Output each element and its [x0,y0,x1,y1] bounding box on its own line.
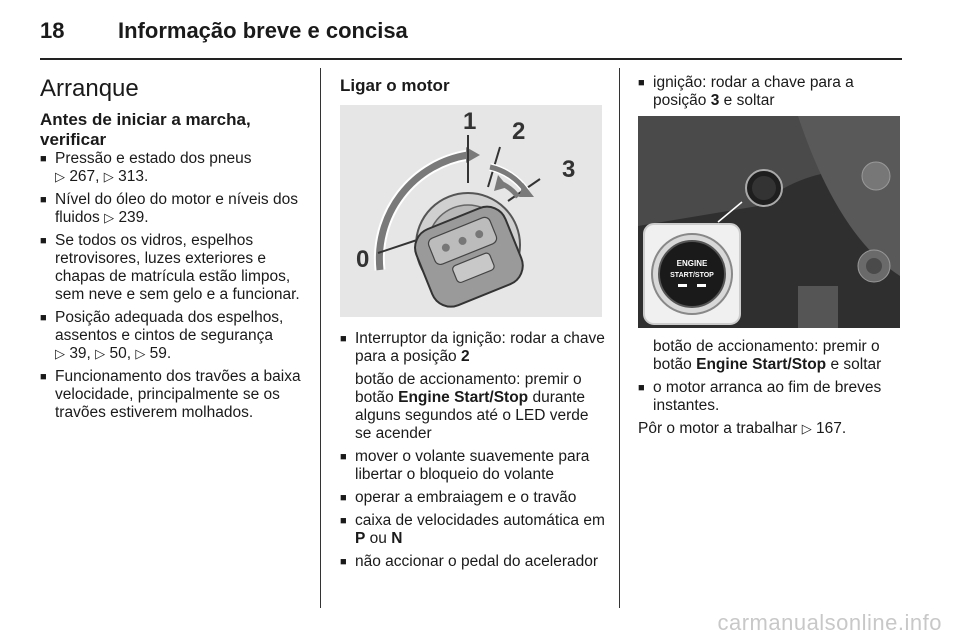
list-item: ■ mover o volante suavemente para libertar o bloqueio do volante [340,448,608,484]
column-divider [619,68,620,608]
section-title: Arranque [40,75,139,102]
position-1-label: 1 [463,108,477,135]
list-item: ■ operar a embraiagem e o travão [340,489,608,507]
paragraph: botão de accionamento: premir o botão Engine Start/Stop e soltar [653,338,882,373]
paragraph: botão de accionamento: premir o botão Engine Start/Stop durante alguns segundos até o LED verde se acender [355,371,589,442]
start-steps [340,448,608,571]
section-heading: Ligar o motor [340,76,450,95]
ref-arrow-icon: ▷ [55,346,65,361]
start-steps [638,379,906,415]
column-1 [40,74,306,427]
subsection-title: Antes de iniciar a marcha, verificar [40,110,251,149]
checklist [40,150,306,422]
button-label-line1: ENGINE [676,259,708,268]
page-ref-link[interactable]: 313. [118,168,149,185]
list-item: ■ Funcionamento dos travões a baixa velocidade, principalmente se os travões estiverem molhados. [40,368,306,422]
page-header [40,18,920,58]
header-divider [40,58,902,60]
ignition-diagram [340,105,602,317]
start-steps [340,330,608,366]
page-ref-link[interactable]: 39, [69,345,96,362]
ref-arrow-icon: ▷ [801,421,812,436]
list-item: ■ Se todos os vidros, espelhos retrovisores, luzes exteriores e chapas de matrícula estão limpos, sem neve e sem gelo e a funcionar. [40,232,306,304]
page-ref-link[interactable]: 59. [149,345,172,362]
page-ref-link[interactable]: 239. [118,209,149,226]
page-number: 18 [40,18,65,43]
column-divider [320,68,321,608]
list-item: ■ não accionar o pedal do acelerador [340,553,608,571]
page-title: Informação breve e concisa [118,18,408,43]
watermark: carmanualsonline.info [717,610,942,635]
list-item: ■ caixa de velocidades automática em P ou N [340,512,608,548]
start-steps [638,74,906,110]
led-indicator [697,284,706,287]
column-2 [340,74,608,576]
list-item: ■ Pressão e estado dos pneus ▷ 267, ▷ 313. [40,150,306,186]
list-item: ■ Nível do óleo do motor e níveis dos fluidos ▷ 239. [40,191,306,227]
column-3 [638,74,906,443]
list-item: ■ ignição: rodar a chave para a posição 3 e soltar [638,74,906,110]
list-item: ■ Posição adequada dos espelhos, assentos e cintos de segurança ▷ 39, ▷ 50, ▷ 59. [40,309,306,363]
position-3-label: 3 [562,156,576,183]
page-ref-link[interactable]: 267, [69,168,104,185]
page-ref-link[interactable]: 50, [109,345,136,362]
led-indicator [678,284,687,287]
ignition-key-illustration [340,105,602,317]
position-2-label: 2 [512,118,526,145]
list-item: ■ Interruptor da ignição: rodar a chave para a posição 2 [340,330,608,366]
button-label-line2: START/STOP [670,272,714,279]
cross-reference: Pôr o motor a trabalhar ▷ 167. [638,420,847,437]
ref-arrow-icon: ▷ [55,169,65,184]
start-stop-button-photo [638,116,900,328]
list-item: ■ o motor arranca ao fim de breves instantes. [638,379,906,415]
ref-arrow-icon: ▷ [135,346,146,361]
dashboard-illustration [638,116,900,328]
position-0-label: 0 [356,246,370,273]
ref-arrow-icon: ▷ [104,210,115,225]
ref-arrow-icon: ▷ [95,346,106,361]
ref-arrow-icon: ▷ [103,169,114,184]
page-ref-link[interactable]: 167. [816,420,847,437]
